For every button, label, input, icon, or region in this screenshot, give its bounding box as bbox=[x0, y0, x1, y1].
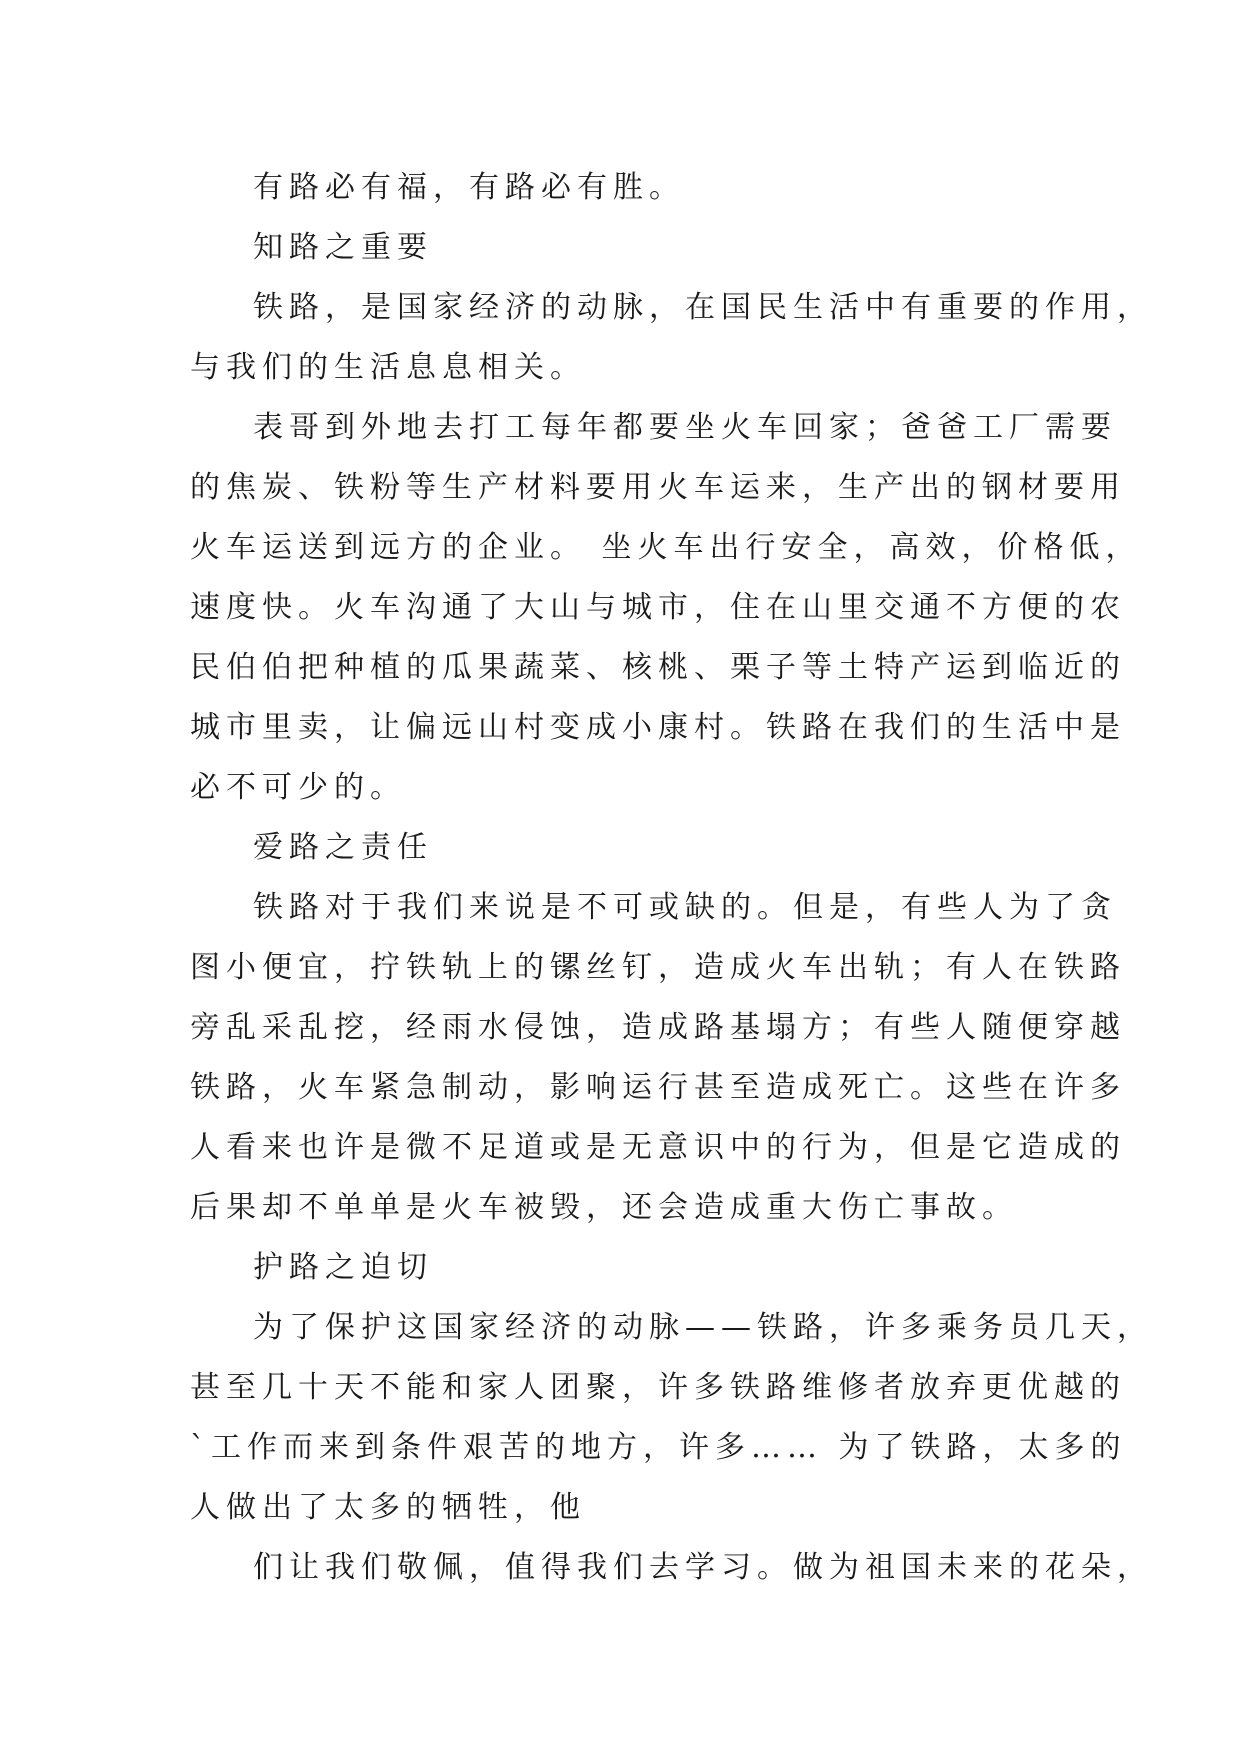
text-line: 为了保护这国家经济的动脉——铁路，许多乘务员几天， bbox=[253, 1310, 1153, 1345]
text-line: 人做出了太多的牺牲，他 bbox=[190, 1490, 586, 1525]
text-line: 的焦炭、铁粉等生产材料要用火车运来，生产出的钢材要用 bbox=[190, 470, 1126, 505]
text-line: `工作而来到条件艰苦的地方，许多…… 为了铁路，太多的 bbox=[190, 1430, 1127, 1465]
text-line: 图小便宜，拧铁轨上的镙丝钉，造成火车出轨；有人在铁路 bbox=[190, 950, 1126, 985]
text-line: 必不可少的。 bbox=[190, 770, 406, 805]
text-line: 表哥到外地去打工每年都要坐火车回家；爸爸工厂需要 bbox=[253, 410, 1117, 445]
text-line: 护路之迫切 bbox=[253, 1250, 433, 1285]
text-line: 速度快。火车沟通了大山与城市，住在山里交通不方便的农 bbox=[190, 590, 1126, 625]
text-line: 爱路之责任 bbox=[253, 830, 433, 865]
text-line: 铁路对于我们来说是不可或缺的。但是，有些人为了贪 bbox=[253, 890, 1117, 925]
text-line: 与我们的生活息息相关。 bbox=[190, 350, 586, 385]
text-line: 后果却不单单是火车被毁，还会造成重大伤亡事故。 bbox=[190, 1190, 1018, 1225]
text-line: 知路之重要 bbox=[253, 230, 433, 265]
text-line: 人看来也许是微不足道或是无意识中的行为，但是它造成的 bbox=[190, 1130, 1126, 1165]
text-line: 们让我们敬佩，值得我们去学习。做为祖国未来的花朵， bbox=[253, 1550, 1153, 1585]
text-line: 城市里卖，让偏远山村变成小康村。铁路在我们的生活中是 bbox=[190, 710, 1126, 745]
text-line: 甚至几十天不能和家人团聚，许多铁路维修者放弃更优越的 bbox=[190, 1370, 1126, 1405]
text-line: 有路必有福，有路必有胜。 bbox=[253, 170, 685, 205]
text-line: 铁路，火车紧急制动，影响运行甚至造成死亡。这些在许多 bbox=[190, 1070, 1126, 1105]
text-line: 民伯伯把种植的瓜果蔬菜、核桃、栗子等土特产运到临近的 bbox=[190, 650, 1126, 685]
document-body bbox=[190, 158, 1153, 1598]
text-line: 旁乱采乱挖，经雨水侵蚀，造成路基塌方；有些人随便穿越 bbox=[190, 1010, 1126, 1045]
text-line: 铁路，是国家经济的动脉，在国民生活中有重要的作用， bbox=[253, 290, 1153, 325]
text-line: 火车运送到远方的企业。 坐火车出行安全，高效，价格低， bbox=[190, 530, 1142, 565]
